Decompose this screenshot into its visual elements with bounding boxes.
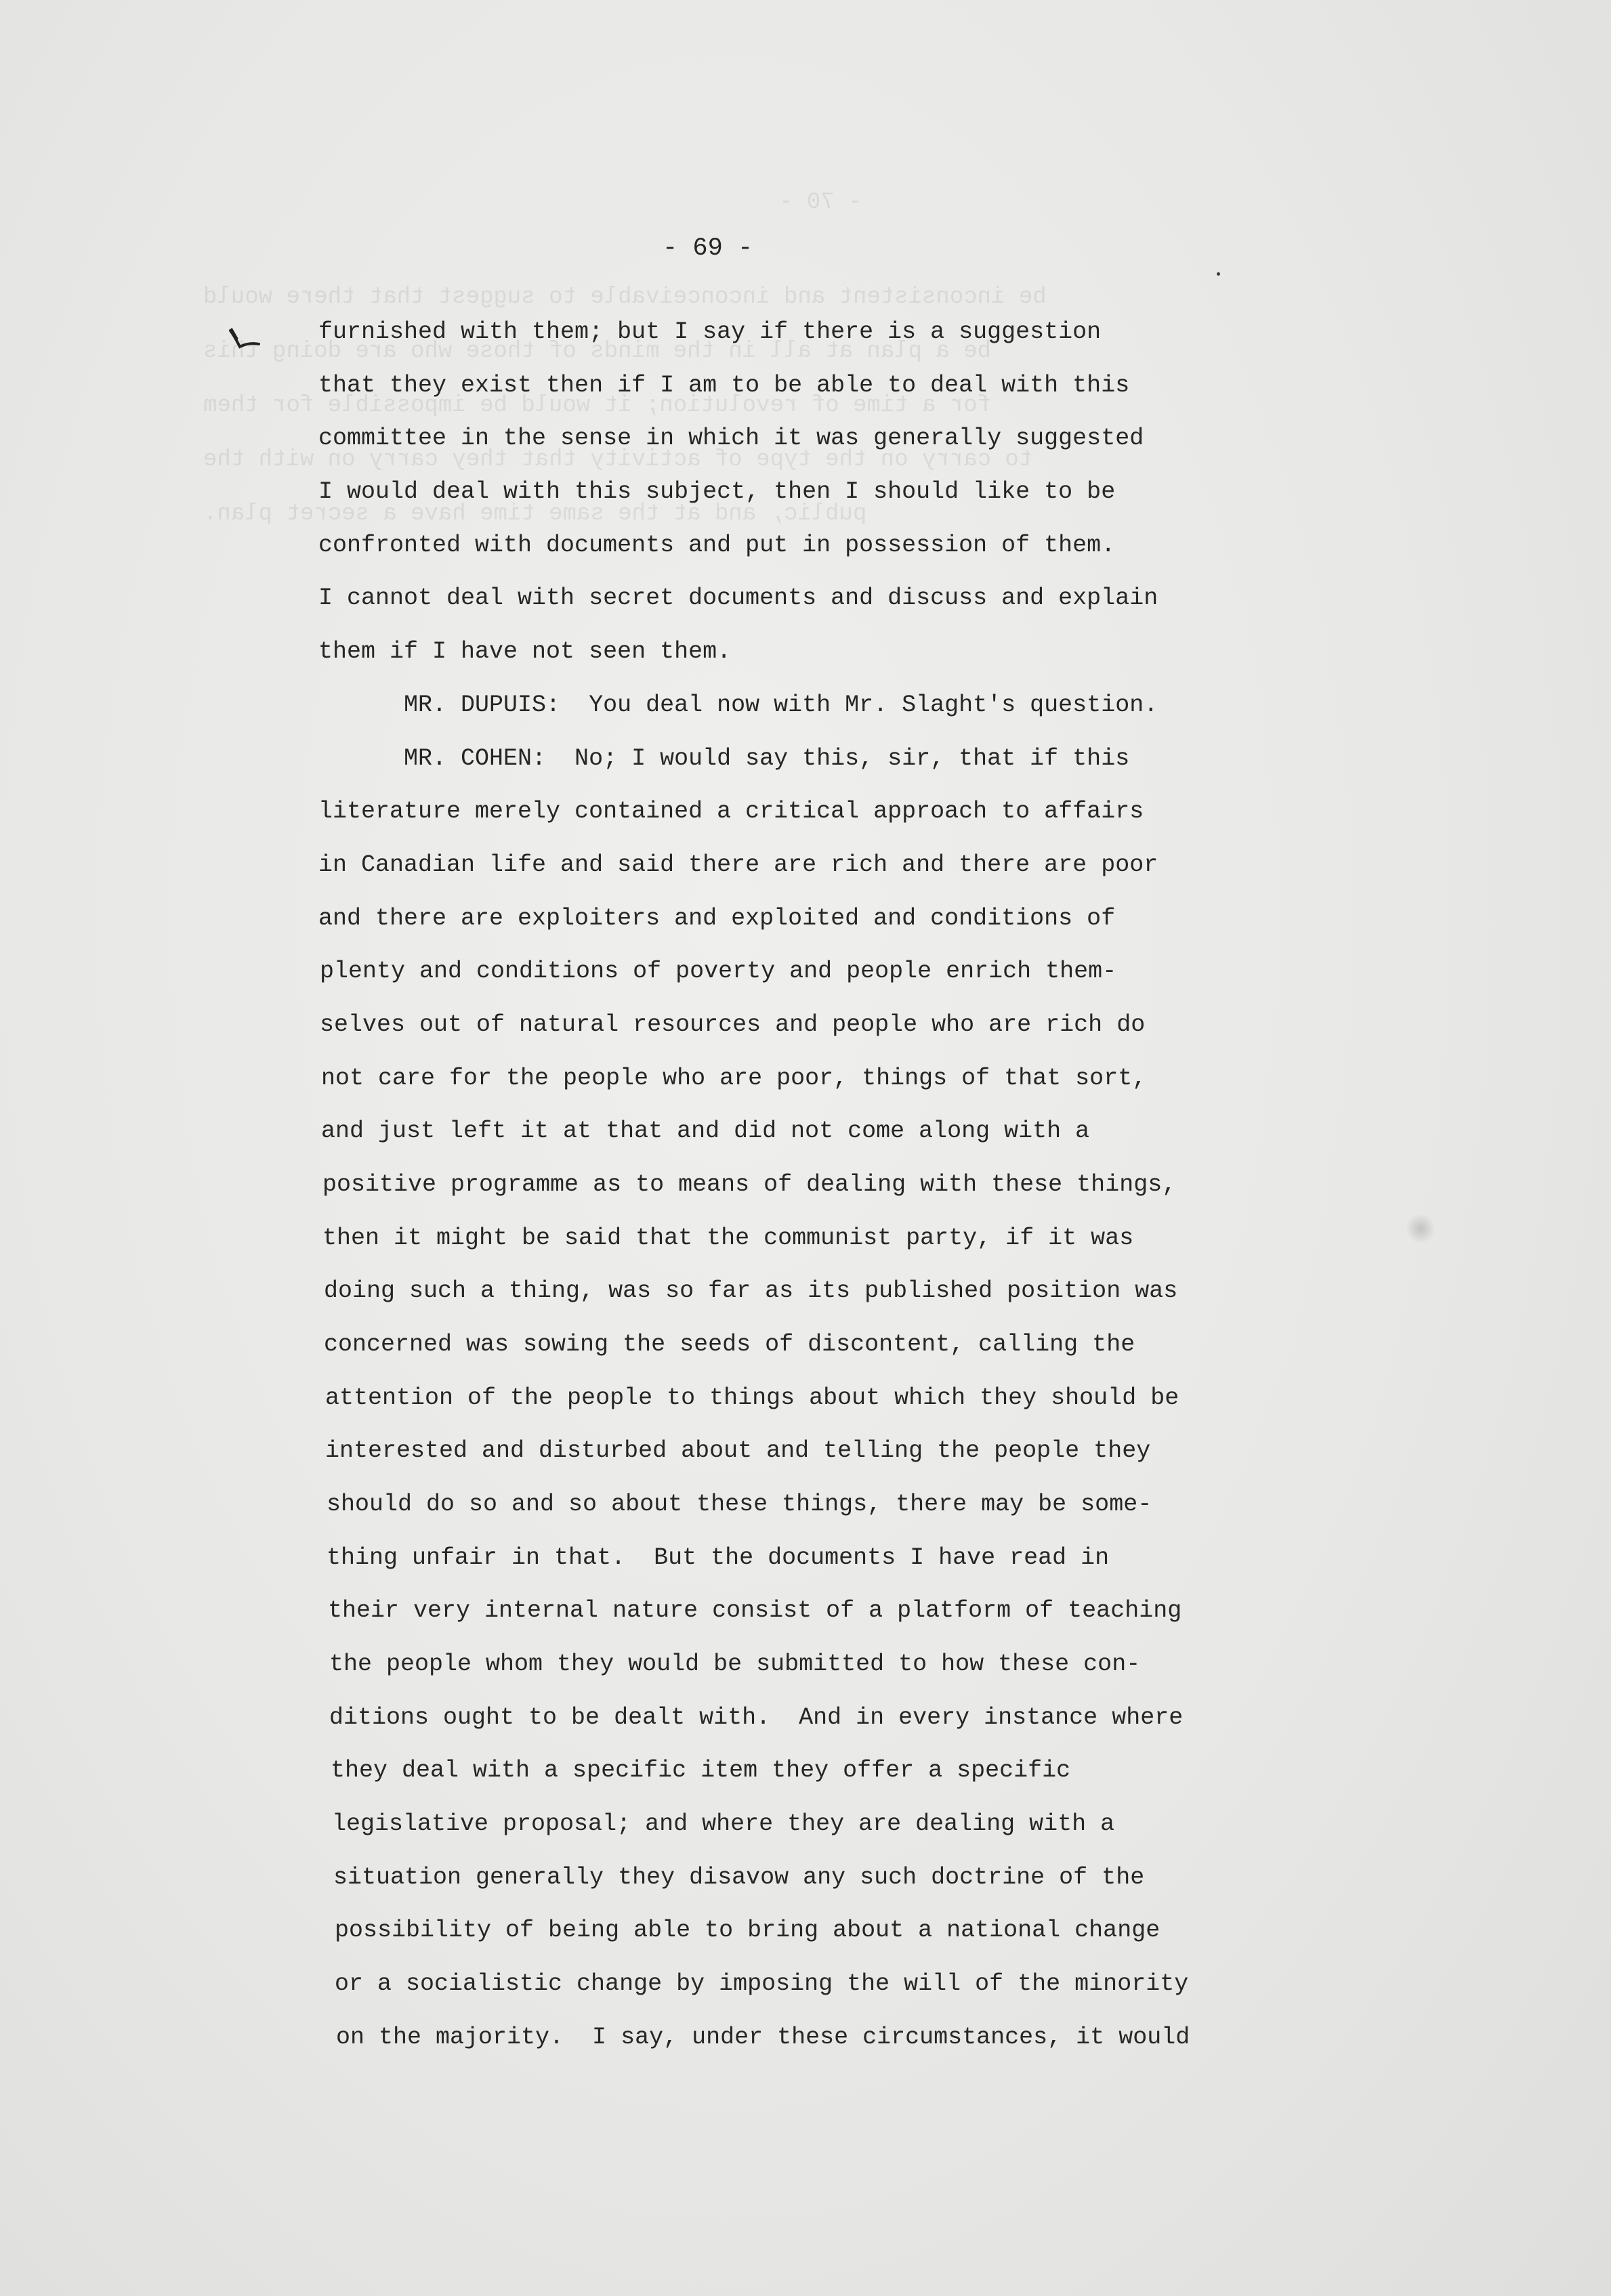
text-line: and there are exploiters and exploited and conditions of [318,905,1116,932]
text-line: that they exist then if I am to be able to deal with this [318,372,1130,399]
text-line: positive programme as to means of dealing with these things, [322,1171,1177,1198]
bleed-through-line: to carry on the type of activity that they carry on with the [203,447,1033,473]
text-line: ditions ought to be dealt with. And in every instance where [329,1704,1184,1731]
bleed-through-line: be inconsistent and inconceivable to suggest that there would [203,284,1047,310]
speaker-line-cohen: MR. COHEN: No; I would say this, sir, that if this [318,745,1130,772]
ink-speck [1217,272,1220,276]
text-line: attention of the people to things about which they should be [325,1384,1179,1411]
text-line: possibility of being able to bring about a national change [335,1917,1160,1944]
pencil-check-mark [228,326,261,356]
bleed-through-page-number: - 70 - [779,190,862,215]
text-line: thing unfair in that. But the documents I have read in [327,1544,1110,1571]
text-line: they deal with a specific item they offer a specific [331,1757,1071,1784]
text-line: interested and disturbed about and telling the people they [325,1437,1151,1464]
text-line: I would deal with this subject, then I should like to be [318,478,1116,505]
text-line: legislative proposal; and where they are dealing with a [332,1810,1115,1837]
text-line: situation generally they disavow any such doctrine of the [333,1864,1145,1891]
text-line: confronted with documents and put in possession of them. [318,532,1116,559]
text-line: should do so and so about these things, there may be some- [327,1491,1152,1518]
text-line: on the majority. I say, under these circumstances, it would [336,2024,1190,2051]
text-line: selves out of natural resources and people who are rich do [320,1011,1146,1038]
page-number: - 69 - [663,234,753,263]
speaker-line-dupuis: MR. DUPUIS: You deal now with Mr. Slaght's question. [318,692,1158,719]
paper-blotch [1406,1214,1436,1243]
text-line: their very internal nature consist of a platform of teaching [328,1597,1182,1624]
text-line: then it might be said that the communist party, if it was [322,1225,1134,1252]
text-line: not care for the people who are poor, things of that sort, [321,1065,1147,1092]
text-line: I cannot deal with secret documents and discuss and explain [318,584,1158,612]
text-line: them if I have not seen them. [318,638,732,665]
bleed-through-line: be a plan at all in the minds of those who are doing this [203,339,991,364]
text-line: and just left it at that and did not come along with a [321,1118,1090,1145]
text-line: or a socialistic change by imposing the will of the minority [335,1970,1189,1997]
text-line: committee in the sense in which it was generally suggested [318,425,1144,452]
text-line: doing such a thing, was so far as its published position was [324,1277,1178,1304]
text-line: plenty and conditions of poverty and people enrich them- [320,958,1117,985]
text-line: literature merely contained a critical approach to affairs [318,798,1144,825]
bleed-through-line: for a time of revolution; it would be impossible for them [203,393,991,419]
bleed-through-line: public, and at the same time have a secret plan. [203,501,867,527]
text-line: in Canadian life and said there are rich and there are poor [318,851,1158,878]
text-line: concerned was sowing the seeds of discontent, calling the [324,1331,1135,1358]
text-line: the people whom they would be submitted to how these con- [329,1651,1141,1678]
text-line: furnished with them; but I say if there is a suggestion [318,318,1102,345]
